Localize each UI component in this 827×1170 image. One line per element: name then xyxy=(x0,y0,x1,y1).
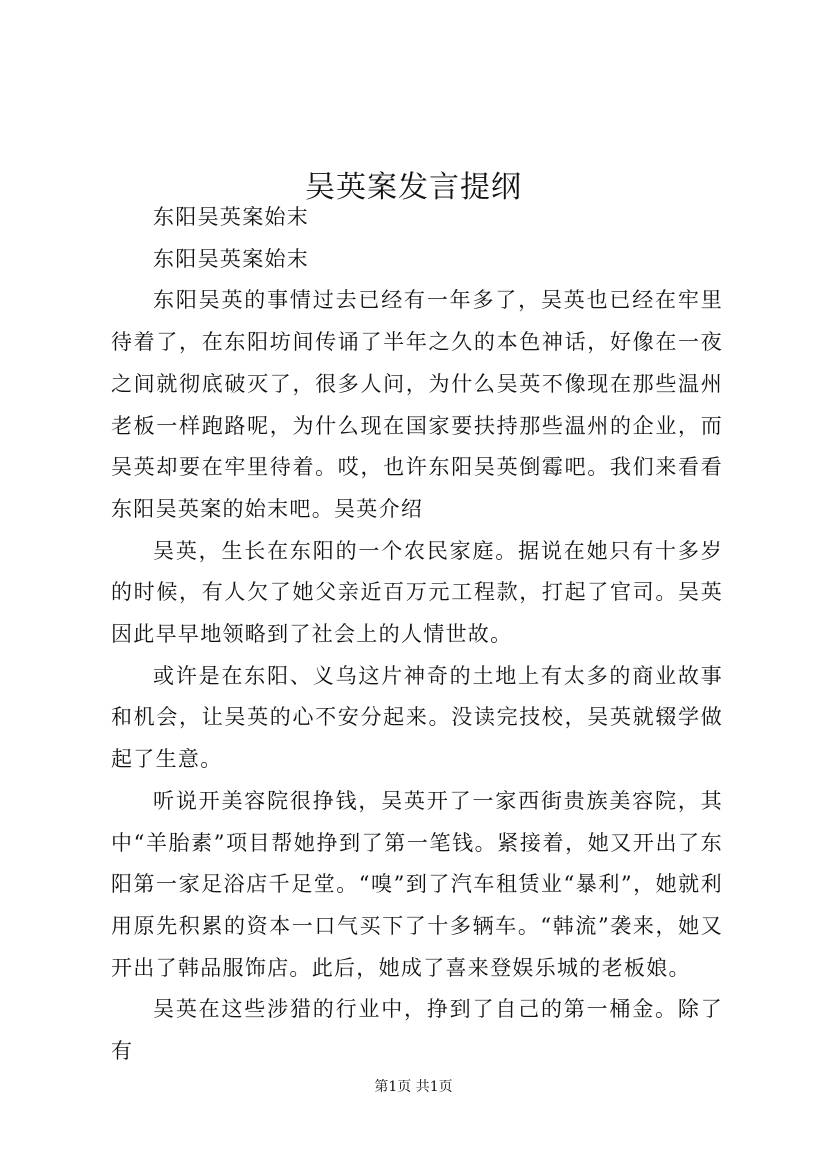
page-footer: 第1页 共1页 xyxy=(374,1079,453,1095)
document-body xyxy=(111,197,723,1073)
paragraph: 东阳吴英的事情过去已经有一年多了，吴英也已经在牢里待着了，在东阳坊间传诵了半年之久的本色神话，好像在一夜之间就彻底破灭了，很多人问，为什么吴英不像现在那些温州老板一样跑路呢，为什么现在国家要扶持那些温州的企业，而吴英却要在牢里待着。哎，也许东阳吴英倒霉吧。我们来看看东阳吴英案的始末吧。吴英介绍 xyxy=(111,288,723,521)
paragraph: 东阳吴英案始末 xyxy=(153,246,310,271)
paragraph: 听说开美容院很挣钱，吴英开了一家西街贵族美容院，其中“羊胎素”项目帮她挣到了第一笔钱。紧接着，她又开出了东阳第一家足浴店千足堂。“嗅”到了汽车租赁业“暴利”，她就利用原先积累的资本一口气买下了十多辆车。“韩流”袭来，她又开出了韩品服饰店。此后，她成了喜来登娱乐城的老板娘。 xyxy=(111,788,723,980)
paragraph: 吴英在这些涉猎的行业中，挣到了自己的第一桶金。除了有 xyxy=(111,997,723,1064)
paragraph: 吴英，生长在东阳的一个农民家庭。据说在她只有十多岁的时候，有人欠了她父亲近百万元工程款，打起了官司。吴英因此早早地领略到了社会上的人情世故。 xyxy=(111,538,723,647)
paragraph: 东阳吴英案始末 xyxy=(153,205,310,229)
document-title: 吴英案发言提纲 xyxy=(305,170,522,206)
paragraph: 或许是在东阳、义乌这片神奇的土地上有太多的商业故事和机会，让吴英的心不安分起来。没读完技校，吴英就辍学做起了生意。 xyxy=(111,663,723,772)
